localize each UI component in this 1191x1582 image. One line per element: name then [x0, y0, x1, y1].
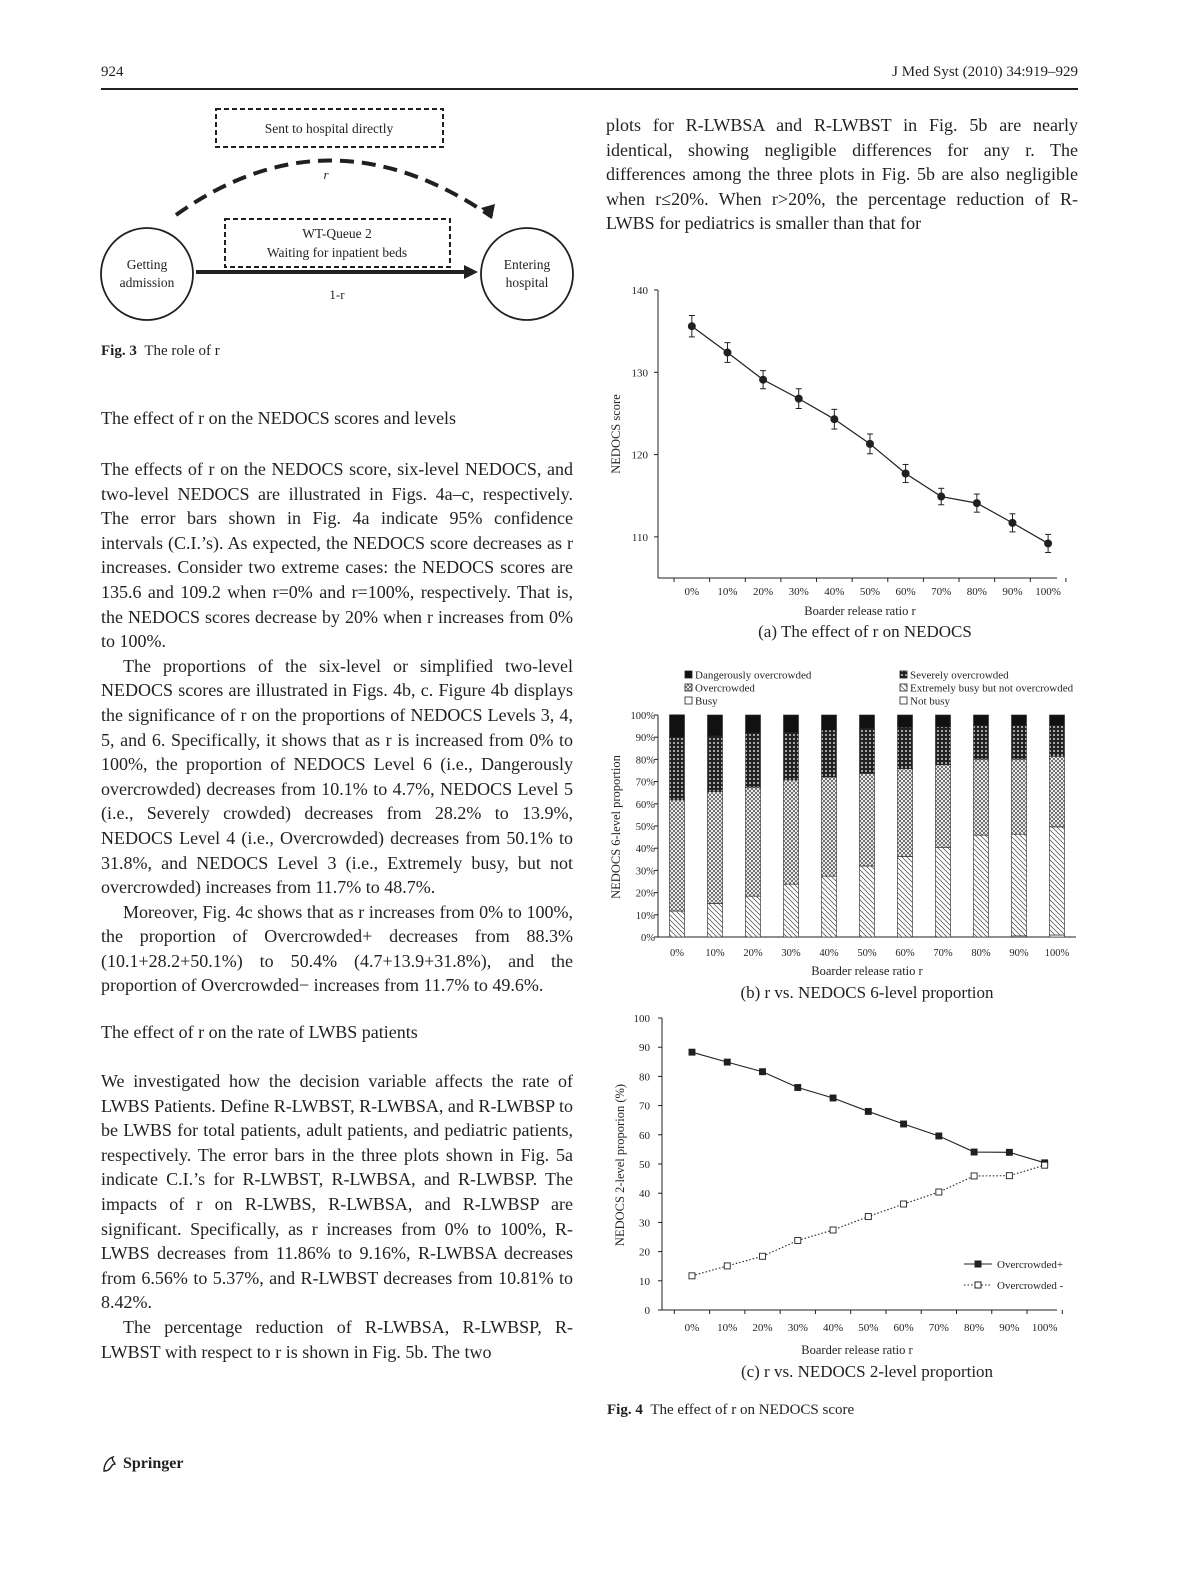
svg-text:r: r	[323, 167, 329, 182]
svg-text:30%: 30%	[788, 586, 809, 598]
svg-text:60: 60	[639, 1129, 650, 1142]
svg-text:90: 90	[639, 1042, 650, 1055]
svg-text:Waiting for inpatient beds: Waiting for inpatient beds	[266, 245, 408, 260]
svg-text:70%: 70%	[635, 777, 655, 789]
svg-text:120: 120	[631, 449, 648, 462]
svg-text:30%: 30%	[781, 948, 801, 959]
paragraph-5: The percentage reduction of R-LWBSA, R-LWBSP, R-LWBST with respect to r is shown in Fig. 5b. The two	[101, 1317, 573, 1362]
svg-text:20%: 20%	[635, 888, 655, 900]
svg-text:Entering: Entering	[503, 257, 551, 272]
svg-text:Overcrowded -: Overcrowded -	[997, 1280, 1064, 1292]
svg-text:Extremely busy but not overcro: Extremely busy but not overcrowded	[910, 682, 1074, 695]
running-header: J Med Syst (2010) 34:919–929	[892, 64, 1078, 80]
svg-text:(a) The effect of r on NEDOCS: (a) The effect of r on NEDOCS	[758, 622, 972, 641]
svg-text:NEDOCS 6-level proportion: NEDOCS 6-level proportion	[609, 755, 623, 899]
right-column-text	[606, 113, 1078, 236]
svg-text:100%: 100%	[1035, 586, 1061, 598]
svg-text:90%: 90%	[1002, 586, 1023, 598]
svg-text:80%: 80%	[635, 755, 655, 767]
svg-text:10%: 10%	[635, 910, 655, 922]
svg-text:10: 10	[639, 1275, 650, 1288]
svg-text:0: 0	[644, 1305, 650, 1317]
section-title-nedocs: The effect of r on the NEDOCS scores and levels	[101, 408, 457, 428]
svg-text:80%: 80%	[966, 586, 987, 598]
svg-text:40%: 40%	[824, 586, 845, 598]
svg-text:70%: 70%	[931, 586, 952, 598]
svg-text:80: 80	[639, 1071, 650, 1084]
svg-text:90%: 90%	[635, 733, 655, 745]
paragraph-1: The effects of r on the NEDOCS score, six-level NEDOCS, and two-level NEDOCS are illustrated in Figs. 4a–c, respectively. The error bars shown in Fig. 4a indicate 95% confidence intervals (C.I.’s). As expected, the NEDOCS score decreases as r increases. Consider two extreme cases: the NEDOCS scores are 135.6 and 109.2 when r=0% and r=100%, respectively. That is, the NEDOCS scores decrease by 20% when r increases from 0% to 100%.	[101, 459, 573, 652]
left-column	[101, 408, 573, 1364]
svg-text:0%: 0%	[684, 586, 700, 598]
svg-text:50%: 50%	[635, 822, 655, 833]
svg-text:(c) r vs. NEDOCS 2-level propo: (c) r vs. NEDOCS 2-level proportion	[740, 1362, 994, 1381]
svg-text:90%: 90%	[1009, 948, 1029, 959]
chart-c-two-level	[600, 1005, 1080, 1395]
svg-text:Getting: Getting	[126, 257, 168, 272]
svg-text:70%: 70%	[928, 1322, 949, 1334]
svg-text:60%: 60%	[895, 586, 916, 598]
figure-4-caption: Fig. 4 The effect of r on NEDOCS score	[607, 1402, 855, 1418]
sent-direct-label: Sent to hospital directly	[264, 121, 394, 136]
svg-text:70: 70	[639, 1100, 650, 1113]
figure-3-diagram	[100, 100, 590, 340]
svg-text:20%: 20%	[743, 948, 763, 959]
svg-text:140: 140	[631, 285, 648, 297]
figure-3-caption: Fig. 3 The role of r	[101, 343, 220, 359]
svg-text:80%: 80%	[964, 1322, 985, 1334]
svg-text:50%: 50%	[859, 586, 881, 598]
svg-text:hospital: hospital	[505, 275, 549, 290]
publisher-name: Springer	[123, 1455, 184, 1472]
svg-text:20%: 20%	[753, 586, 774, 598]
page-number: 924	[101, 64, 124, 80]
svg-text:80%: 80%	[971, 948, 991, 959]
svg-text:1-r: 1-r	[329, 287, 345, 302]
svg-text:70%: 70%	[933, 948, 953, 959]
svg-text:20%: 20%	[752, 1322, 773, 1334]
chart-a-nedocs-score	[600, 280, 1080, 645]
paragraph-2: The proportions of the six-level or simplified two-level NEDOCS scores are illustrated in Figs. 4b, c. Figure 4b displays the significance of r on the proportions of NEDOCS Levels 3, 4, 5, and 6. Specifically, it shows that as r is increased from 0% to 100%, the proportion of NEDOCS Level 6 (i.e., Dangerously overcrowded) decreases from 10.1% to 4.7%, NEDOCS Level 5 (i.e., Severely crowded) decreases from 28.2% to 13.9%, NEDOCS Level 4 (i.e., Overcrowded) decreases from 50.1% to 31.8%, and NEDOCS Level 3 (i.e., Extremely busy, but not overcrowded) increases from 11.7% to 48.7%.	[101, 655, 573, 898]
svg-text:10%: 10%	[705, 948, 725, 959]
svg-text:admission: admission	[119, 275, 175, 290]
svg-text:40%: 40%	[822, 1322, 844, 1334]
svg-text:30%: 30%	[635, 866, 655, 878]
svg-text:60%: 60%	[895, 948, 915, 959]
paragraph-right-top: plots for R-LWBSA and R-LWBST in Fig. 5b are nearly identical, showing negligible differences for any r. The differences among the three plots in Fig. 5b are also negligible when r≤20%. When r>20%, the percentage reduction of R-LWBS for pediatrics is smaller than that for	[606, 115, 1078, 234]
svg-text:Overcrowded: Overcrowded	[695, 682, 755, 695]
svg-text:40%: 40%	[635, 844, 655, 856]
svg-text:50%: 50%	[857, 948, 877, 959]
paragraph-3: Moreover, Fig. 4c shows that as r increases from 0% to 100%, the proportion of Overcrowded+ decreases from 88.3% (10.1+28.2+50.1%) to 50.4% (4.7+13.9+31.8%), and the proportion of Overcrowded− increases from 11.7% to 49.6%.	[101, 901, 573, 996]
svg-text:Dangerously overcrowded: Dangerously overcrowded	[695, 669, 812, 682]
svg-text:10%: 10%	[717, 586, 738, 598]
svg-text:NEDOCS score: NEDOCS score	[609, 394, 623, 474]
svg-text:100: 100	[633, 1013, 650, 1025]
svg-text:130: 130	[631, 367, 648, 380]
svg-text:Severely overcrowded: Severely overcrowded	[910, 669, 1009, 682]
svg-text:110: 110	[631, 531, 648, 544]
svg-text:60%: 60%	[635, 799, 655, 811]
svg-text:Not busy: Not busy	[910, 695, 951, 708]
svg-text:60%: 60%	[893, 1322, 914, 1334]
svg-text:30%: 30%	[787, 1322, 808, 1334]
header-rule	[101, 88, 1078, 90]
svg-text:40: 40	[639, 1188, 650, 1201]
svg-text:100%: 100%	[1044, 948, 1070, 959]
svg-text:Boarder release ratio r: Boarder release ratio r	[801, 1343, 913, 1357]
svg-text:30: 30	[639, 1217, 650, 1230]
section-title-lwbs: The effect of r on the rate of LWBS patients	[101, 1022, 418, 1043]
svg-text:0%: 0%	[684, 1322, 700, 1334]
chart-b-six-level	[600, 665, 1080, 1005]
svg-text:100%: 100%	[1031, 1322, 1058, 1334]
svg-text:WT-Queue 2: WT-Queue 2	[302, 226, 372, 241]
svg-text:100%: 100%	[630, 711, 655, 722]
svg-text:10%: 10%	[717, 1322, 738, 1334]
svg-text:Overcrowded+: Overcrowded+	[997, 1259, 1064, 1271]
svg-text:(b) r vs. NEDOCS 6-level propo: (b) r vs. NEDOCS 6-level proportion	[740, 983, 994, 1002]
svg-text:Busy: Busy	[695, 695, 718, 708]
svg-text:0%: 0%	[670, 948, 684, 959]
svg-text:40%: 40%	[819, 948, 839, 959]
svg-text:Boarder release ratio r: Boarder release ratio r	[811, 964, 923, 978]
svg-text:Boarder release ratio r: Boarder release ratio r	[804, 604, 916, 618]
svg-text:NEDOCS 2-level proporion (%): NEDOCS 2-level proporion (%)	[613, 1083, 627, 1247]
svg-text:20: 20	[639, 1246, 650, 1259]
paragraph-4: We investigated how the decision variable affects the rate of LWBS Patients. Define R-LWBST, R-LWBSA, and R-LWBSP to be LWBS for total patients, adult patients, and pediatric patients, respectively. The error bars in the three plots shown in Fig. 5a indicate C.I.’s for R-LWBST, R-LWBSA, and R-LWBSP. The impacts of r on R-LWBS, R-LWBSA, and R-LWBSP are significant. Specifically, as r increases from 0% to 100%, R-LWBS decreases from 11.86% to 9.16%, R-LWBSA decreases from 6.56% to 5.37%, and R-LWBST decreases from 10.81% to 8.42%.	[101, 1071, 573, 1313]
svg-text:50: 50	[639, 1159, 650, 1171]
publisher-logo	[101, 1455, 183, 1473]
svg-text:0%: 0%	[641, 933, 655, 944]
svg-text:50%: 50%	[858, 1322, 879, 1334]
springer-horse-icon	[101, 1455, 119, 1473]
svg-text:90%: 90%	[999, 1322, 1020, 1334]
